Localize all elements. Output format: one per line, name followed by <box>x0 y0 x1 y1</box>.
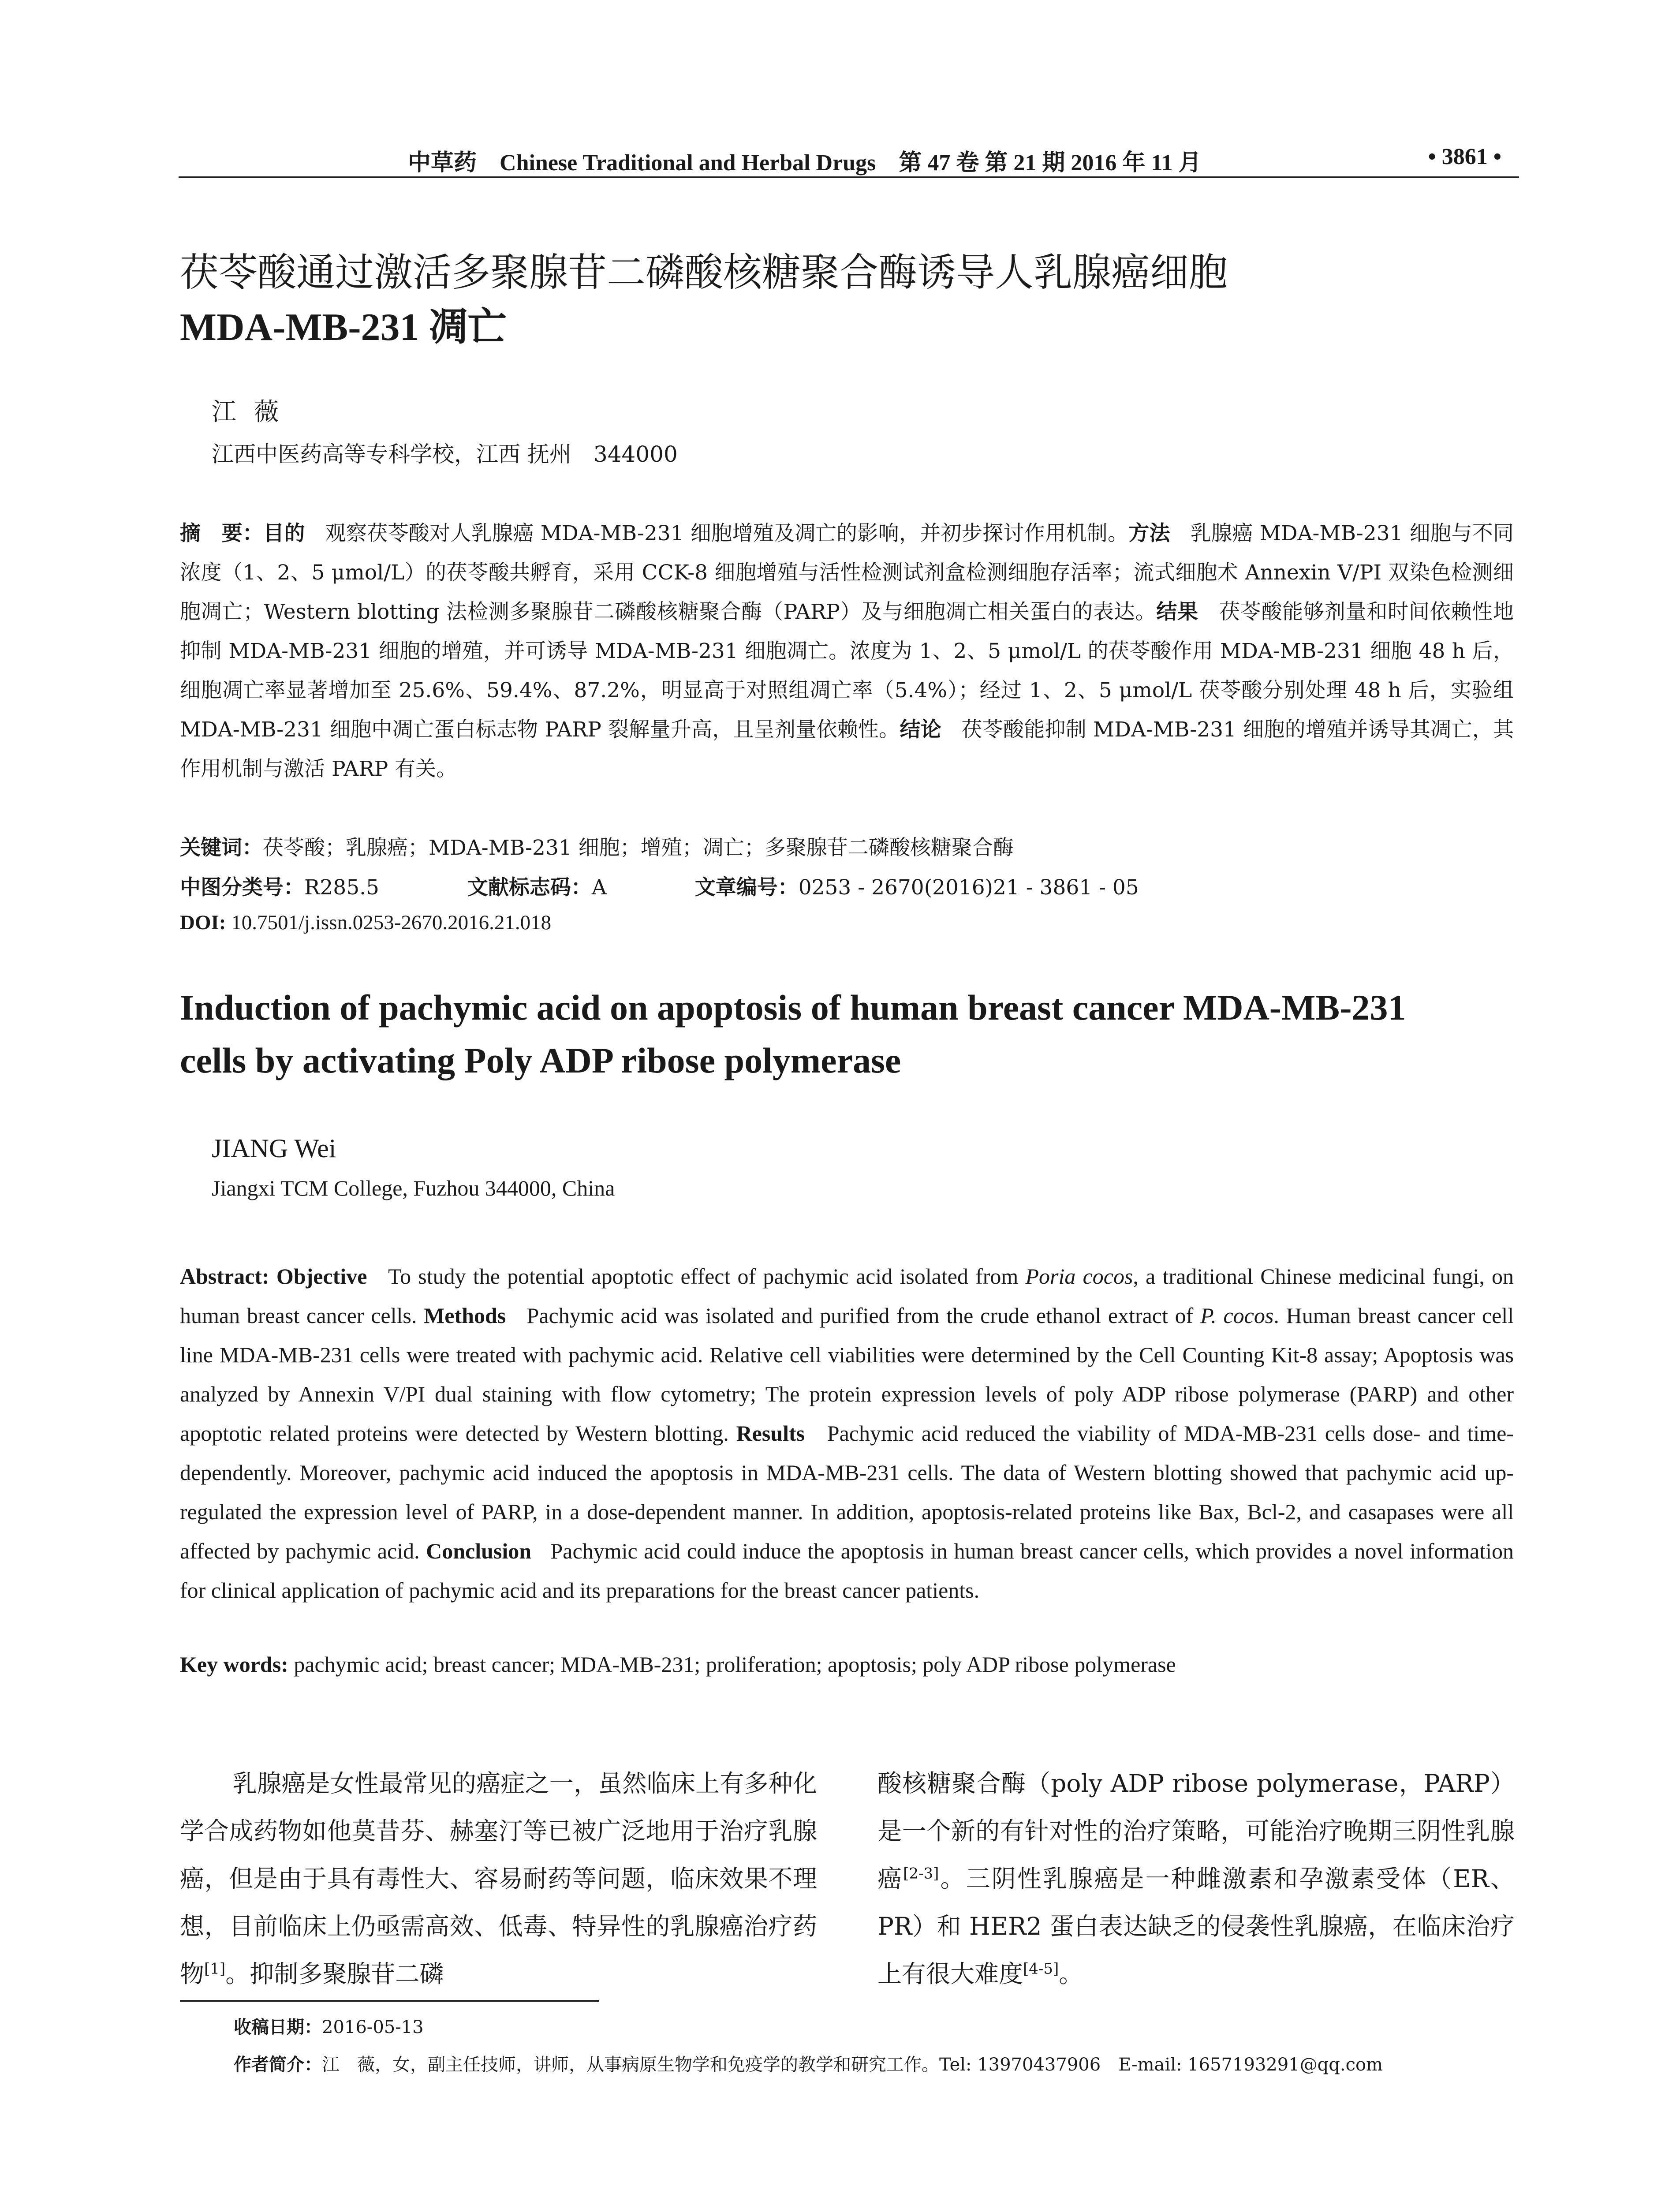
body-left-text: 乳腺癌是女性最常见的癌症之一，虽然临床上有多种化学合成药物如他莫昔芬、赫塞汀等已被广泛地用于治疗乳腺癌，但是由于具有毒性大、容易耐药等问题，临床效果不理想，目前临床上仍亟需高效、低毒、特异性的乳腺癌治疗药物 <box>180 1769 817 1988</box>
english-title-line1: Induction of pachymic acid on apoptosis of human breast cancer MDA-MB-231 <box>180 987 1406 1028</box>
english-title <box>180 981 1525 1087</box>
classification-line <box>180 871 1139 901</box>
chinese-title-line2: MDA-MB-231 凋亡 <box>180 306 507 349</box>
keywords-label-en: Key words: <box>180 1652 288 1677</box>
abstract-label-en: Abstract: <box>180 1264 269 1289</box>
keywords-chinese <box>180 831 1014 861</box>
abstract-english <box>180 1257 1514 1610</box>
article-no-label: 文章编号： <box>694 875 799 900</box>
body-left-tail: 。抑制多聚腺苷二磷 <box>225 1960 444 1988</box>
results-label-cn: 结果 <box>1156 600 1198 624</box>
doi-value: 10.7501/j.issn.0253-2670.2016.21.018 <box>231 911 552 934</box>
objective-label-cn: 目的 <box>263 521 305 546</box>
author-chinese: 江薇 <box>212 398 296 426</box>
abstract-chinese <box>180 514 1514 789</box>
conclusion-label-en: Conclusion <box>426 1539 532 1563</box>
journal-name <box>408 144 1201 177</box>
methods-text-en-1: Pachymic acid was isolated and purified from the crude ethanol extract of <box>526 1303 1194 1328</box>
results-label-en: Results <box>736 1421 805 1446</box>
doc-code-label: 文献标志码： <box>467 875 592 900</box>
author-english: JIANG Wei <box>212 1134 336 1163</box>
citation-4-5: [4-5] <box>1023 1960 1059 1978</box>
keywords-text-en: pachymic acid; breast cancer; MDA-MB-231; proliferation; apoptosis; poly ADP ribose polymerase <box>294 1652 1176 1677</box>
results-text-en: Pachymic acid reduced the viability of MDA-MB-231 cells dose- and time-dependently. Moreover, pachymic acid induced the apoptosis in MDA-MB-231 cells. The data of Western blotting showed that pachymic acid up-regulated the expression level of PARP, in a dose-dependent manner. In addition, apoptosis-related proteins like Bax, Bcl-2, and casapases were all affected by pachymic acid. <box>180 1421 1514 1563</box>
doc-code-value: A <box>591 875 607 900</box>
methods-species: P. cocos <box>1200 1303 1274 1328</box>
methods-label-cn: 方法 <box>1128 521 1170 546</box>
affiliation-english: Jiangxi TCM College, Fuzhou 344000, China <box>212 1176 615 1200</box>
author-bio <box>234 2051 1383 2076</box>
body-right-text-1: 酸核糖聚合酶（poly ADP ribose polymerase，PARP）是一个新的有针对性的治疗策略，可能治疗晚期三阴性乳腺癌 <box>877 1769 1515 1893</box>
received-value: 2016-05-13 <box>322 2017 424 2037</box>
objective-text-cn: 观察茯苓酸对人乳腺癌 MDA-MB-231 细胞增殖及凋亡的影响，并初步探讨作用机制。 <box>325 521 1129 546</box>
affiliation-chinese: 江西中医药高等专科学校，江西 抚州 344000 <box>212 441 678 467</box>
journal-name-cn: 中草药 <box>408 150 477 176</box>
footnote-rule <box>180 2000 599 2002</box>
keywords-label-cn: 关键词： <box>180 836 263 860</box>
methods-text-en-2: . Human breast cancer cell line MDA-MB-231 cells were treated with pachymic acid. Relative cell viabilities were determined by the Cell Counting Kit-8 assay; Apoptosis was analyzed by Annexin V/PI dual staining with flow cytometry; The protein expression levels of poly ADP ribose polymerase (PARP) and other apoptotic related proteins were detected by Western blotting. <box>180 1303 1514 1446</box>
doi-line <box>180 911 551 934</box>
body-column-left <box>180 1760 817 1998</box>
results-text-cn: 茯苓酸能够剂量和时间依赖性地抑制 MDA-MB-231 细胞的增殖，并可诱导 MDA-MB-231 细胞凋亡。浓度为 1、2、5 μmol/L 的茯苓酸作用 MDA-MB-231 细胞 48 h 后，细胞凋亡率显著增加至 25.6%、59.4%、87.2%，明显高于对照组凋亡率（5.4%）；经过 1、2、5 μmol/L 茯苓酸分别处理 48 h 后，实验组 MDA-MB-231 细胞中凋亡蛋白标志物 PARP 裂解量升高，且呈剂量依赖性。 <box>180 600 1514 742</box>
conclusion-text-en: Pachymic acid could induce the apoptosis in human breast cancer cells, which provides a novel information for clinical application of pachymic acid and its preparations for the breast cancer patients. <box>180 1539 1514 1603</box>
page-number: • 3861 • <box>1428 144 1501 169</box>
article-no-value: 0253 - 2670(2016)21 - 3861 - 05 <box>798 875 1139 900</box>
clc-label: 中图分类号： <box>180 875 304 900</box>
english-title-line2: cells by activating Poly ADP ribose polymerase <box>180 1040 901 1080</box>
chinese-title <box>180 245 1525 355</box>
citation-2-3: [2-3] <box>903 1865 939 1883</box>
received-label: 收稿日期： <box>234 2017 322 2037</box>
citation-1: [1] <box>204 1960 226 1978</box>
objective-text-en-2: , a traditional Chinese medicinal fungi, on human breast cancer cells. <box>180 1264 1514 1328</box>
methods-text-cn: 乳腺癌 MDA-MB-231 细胞与不同浓度（1、2、5 μmol/L）的茯苓酸共孵育，采用 CCK-8 细胞增殖与活性检测试剂盒检测细胞存活率；流式细胞术 Annexin V/PI 双染色检测细胞凋亡；Western blotting 法检测多聚腺苷二磷酸核糖聚合酶（PARP）及与细胞凋亡相关蛋白的表达。 <box>180 521 1514 624</box>
header-rule <box>179 176 1519 178</box>
bio-label: 作者简介： <box>234 2055 322 2075</box>
objective-text-en-1: To study the potential apoptotic effect of pachymic acid isolated from <box>388 1264 1019 1289</box>
body-right-text-2: 。三阴性乳腺癌是一种雌激素和孕激素受体（ER、PR）和 HER2 蛋白表达缺乏的侵袭性乳腺癌，在临床治疗上有很大难度 <box>877 1865 1515 1988</box>
body-right-text-3: 。 <box>1059 1960 1083 1988</box>
methods-label-en: Methods <box>424 1303 506 1328</box>
journal-name-en: Chinese Traditional and Herbal Drugs <box>500 150 876 176</box>
body-column-right <box>877 1760 1515 1998</box>
doi-label: DOI: <box>180 911 226 934</box>
running-header <box>179 140 1519 176</box>
chinese-title-line1: 茯苓酸通过激活多聚腺苷二磷酸核糖聚合酶诱导人乳腺癌细胞 <box>180 250 1228 295</box>
objective-species: Poria cocos <box>1025 1264 1133 1289</box>
abstract-label-cn: 摘 要： <box>180 521 264 546</box>
keywords-english <box>180 1645 1514 1684</box>
conclusion-label-cn: 结论 <box>900 718 941 742</box>
keywords-text-cn: 茯苓酸；乳腺癌；MDA-MB-231 细胞；增殖；凋亡；多聚腺苷二磷酸核糖聚合酶 <box>263 836 1014 860</box>
received-date <box>234 2013 424 2038</box>
clc-value: R285.5 <box>304 875 379 900</box>
bio-text: 江 薇，女，副主任技师，讲师，从事病原生物学和免疫学的教学和研究工作。Tel: 13970437906 E-mail: 1657193291@qq.com <box>322 2055 1383 2075</box>
objective-label-en: Objective <box>276 1264 367 1289</box>
conclusion-text-cn: 茯苓酸能抑制 MDA-MB-231 细胞的增殖并诱导其凋亡，其作用机制与激活 PARP 有关。 <box>180 718 1514 781</box>
journal-issue: 第 47 卷 第 21 期 2016 年 11 月 <box>899 150 1202 176</box>
